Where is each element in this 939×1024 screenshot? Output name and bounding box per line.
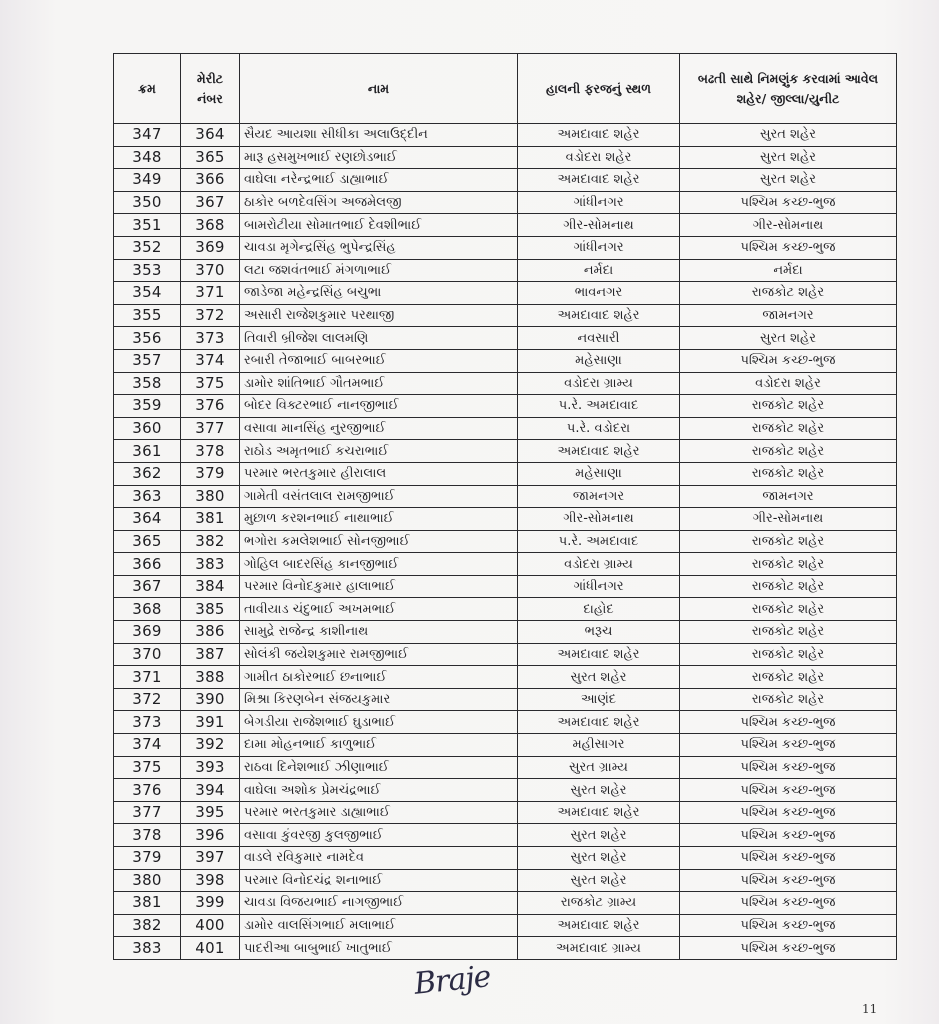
new-posting-cell: વડોદરા શહેર xyxy=(680,372,897,395)
current-posting-cell: વડોદરા ગ્રામ્ય xyxy=(518,372,680,395)
serial-cell: 356 xyxy=(114,327,181,350)
name-cell: મિશ્રા કિરણબેન સંજયકુમાર xyxy=(240,688,518,711)
merit-number-cell: 374 xyxy=(181,349,240,372)
new-posting-cell: ગીર-સોમનાથ xyxy=(680,508,897,531)
new-posting-cell: રાજકોટ શહેર xyxy=(680,643,897,666)
merit-number-cell: 383 xyxy=(181,553,240,576)
table-row xyxy=(114,756,897,779)
header-name: નામ xyxy=(240,54,518,124)
serial-cell: 349 xyxy=(114,169,181,192)
new-posting-cell: સુરત શહેર xyxy=(680,327,897,350)
new-posting-cell: પશ્ચિમ કચ્છ-ભુજ xyxy=(680,801,897,824)
signature: Braje xyxy=(412,959,492,1002)
table-row xyxy=(114,146,897,169)
merit-number-cell: 392 xyxy=(181,734,240,757)
new-posting-cell: પશ્ચિમ કચ્છ-ભુજ xyxy=(680,349,897,372)
name-cell: તિવારી બ્રીજેશ લાલમણિ xyxy=(240,327,518,350)
current-posting-cell: પ.રે. અમદાવાદ xyxy=(518,530,680,553)
current-posting-cell: અમદાવાદ ગ્રામ્ય xyxy=(518,937,680,960)
merit-number-cell: 399 xyxy=(181,892,240,915)
name-cell: ગામીત ઠાકોરભાઈ છનાભાઈ xyxy=(240,666,518,689)
name-cell: ગામેતી વસંતલાલ રામજીભાઈ xyxy=(240,485,518,508)
merit-number-cell: 370 xyxy=(181,259,240,282)
table-row xyxy=(114,440,897,463)
header-merit-number: મેરીટ નંબર xyxy=(181,54,240,124)
merit-number-cell: 387 xyxy=(181,643,240,666)
name-cell: ગોહિલ બાદરસિંહ કાનજીભાઈ xyxy=(240,553,518,576)
table-row xyxy=(114,779,897,802)
table-row xyxy=(114,688,897,711)
table-row xyxy=(114,282,897,305)
name-cell: વાઘેલા અશોક પ્રેમચંદ્રભાઈ xyxy=(240,779,518,802)
name-cell: પાદરીઆ બાબુભાઈ ખાતુભાઈ xyxy=(240,937,518,960)
new-posting-cell: પશ્ચિમ કચ્છ-ભુજ xyxy=(680,734,897,757)
name-cell: દામા મોહનભાઈ કાળુભાઈ xyxy=(240,734,518,757)
table-row xyxy=(114,824,897,847)
merit-number-cell: 395 xyxy=(181,801,240,824)
serial-cell: 368 xyxy=(114,598,181,621)
current-posting-cell: અમદાવાદ શહેર xyxy=(518,711,680,734)
name-cell: લટા જશવંતભાઈ મંગળાભાઈ xyxy=(240,259,518,282)
merit-number-cell: 384 xyxy=(181,575,240,598)
current-posting-cell: પ.રે. અમદાવાદ xyxy=(518,395,680,418)
name-cell: બેગડીયા રાજેશભાઈ ઘુડાભાઈ xyxy=(240,711,518,734)
current-posting-cell: સુરત શહેર xyxy=(518,666,680,689)
table-row xyxy=(114,869,897,892)
current-posting-cell: પ.રે. વડોદરા xyxy=(518,417,680,440)
table-row xyxy=(114,575,897,598)
new-posting-cell: પશ્ચિમ કચ્છ-ભુજ xyxy=(680,847,897,870)
table-row xyxy=(114,847,897,870)
merit-number-cell: 390 xyxy=(181,688,240,711)
serial-cell: 381 xyxy=(114,892,181,915)
table-row xyxy=(114,169,897,192)
name-cell: તાવીયાડ ચંદુભાઈ અખમભાઈ xyxy=(240,598,518,621)
current-posting-cell: મહીસાગર xyxy=(518,734,680,757)
merit-number-cell: 372 xyxy=(181,304,240,327)
current-posting-cell: ગીર-સોમનાથ xyxy=(518,508,680,531)
merit-number-cell: 401 xyxy=(181,937,240,960)
serial-cell: 375 xyxy=(114,756,181,779)
current-posting-cell: ગીર-સોમનાથ xyxy=(518,214,680,237)
name-cell: પરમાર ભરતકુમાર હીરાલાલ xyxy=(240,462,518,485)
name-cell: વસાવા માનસિંહ નુરજીભાઈ xyxy=(240,417,518,440)
new-posting-cell: પશ્ચિમ કચ્છ-ભુજ xyxy=(680,869,897,892)
current-posting-cell: મહેસાણા xyxy=(518,349,680,372)
current-posting-cell: નર્મદા xyxy=(518,259,680,282)
merit-number-cell: 386 xyxy=(181,621,240,644)
name-cell: પરમાર ભરતકુમાર ડાહ્યાભાઈ xyxy=(240,801,518,824)
new-posting-cell: પશ્ચિમ કચ્છ-ભુજ xyxy=(680,779,897,802)
serial-cell: 352 xyxy=(114,236,181,259)
current-posting-cell: ભરૂચ xyxy=(518,621,680,644)
serial-cell: 370 xyxy=(114,643,181,666)
serial-cell: 347 xyxy=(114,124,181,147)
name-cell: રાઠોડ અમૃતભાઈ કચરાભાઈ xyxy=(240,440,518,463)
current-posting-cell: અમદાવાદ શહેર xyxy=(518,643,680,666)
current-posting-cell: વડોદરા શહેર xyxy=(518,146,680,169)
new-posting-cell: સુરત શહેર xyxy=(680,124,897,147)
merit-number-cell: 367 xyxy=(181,191,240,214)
current-posting-cell: નવસારી xyxy=(518,327,680,350)
table-row xyxy=(114,349,897,372)
serial-cell: 361 xyxy=(114,440,181,463)
table-row xyxy=(114,417,897,440)
new-posting-cell: રાજકોટ શહેર xyxy=(680,666,897,689)
promotion-posting-table xyxy=(113,53,897,960)
merit-number-cell: 376 xyxy=(181,395,240,418)
new-posting-cell: પશ્ચિમ કચ્છ-ભુજ xyxy=(680,191,897,214)
serial-cell: 351 xyxy=(114,214,181,237)
new-posting-cell: રાજકોટ શહેર xyxy=(680,575,897,598)
table-row xyxy=(114,937,897,960)
name-cell: બોદર વિક્ટરભાઈ નાનજીભાઈ xyxy=(240,395,518,418)
table-row xyxy=(114,304,897,327)
current-posting-cell: આણંદ xyxy=(518,688,680,711)
new-posting-cell: પશ્ચિમ કચ્છ-ભુજ xyxy=(680,824,897,847)
name-cell: ડામોર શાંતિભાઈ ગૌતમભાઈ xyxy=(240,372,518,395)
table-row xyxy=(114,892,897,915)
table-row xyxy=(114,191,897,214)
table-row xyxy=(114,734,897,757)
new-posting-cell: પશ્ચિમ કચ્છ-ભુજ xyxy=(680,914,897,937)
new-posting-cell: રાજકોટ શહેર xyxy=(680,440,897,463)
new-posting-cell: નર્મદા xyxy=(680,259,897,282)
merit-number-cell: 385 xyxy=(181,598,240,621)
serial-cell: 364 xyxy=(114,508,181,531)
serial-cell: 383 xyxy=(114,937,181,960)
merit-number-cell: 394 xyxy=(181,779,240,802)
current-posting-cell: વડોદરા ગ્રામ્ય xyxy=(518,553,680,576)
page-number: 11 xyxy=(862,1002,878,1016)
current-posting-cell: ભાવનગર xyxy=(518,282,680,305)
table-row xyxy=(114,462,897,485)
serial-cell: 353 xyxy=(114,259,181,282)
serial-cell: 377 xyxy=(114,801,181,824)
table-row xyxy=(114,236,897,259)
new-posting-cell: રાજકોટ શહેર xyxy=(680,621,897,644)
new-posting-cell: રાજકોટ શહેર xyxy=(680,417,897,440)
current-posting-cell: અમદાવાદ શહેર xyxy=(518,304,680,327)
name-cell: ચાવડા મૃગેન્દ્રસિંહ ભુપેન્દ્રસિંહ xyxy=(240,236,518,259)
new-posting-cell: સુરત શહેર xyxy=(680,146,897,169)
table-row xyxy=(114,214,897,237)
name-cell: પરમાર વિનોદકુમાર હાલાભાઈ xyxy=(240,575,518,598)
name-cell: પરમાર વિનોદચંદ્ર શનાભાઈ xyxy=(240,869,518,892)
name-cell: ડામોર વાલસિંગભાઈ મલાભાઈ xyxy=(240,914,518,937)
name-cell: રાઠવા દિનેશભાઈ ઝીણાભાઈ xyxy=(240,756,518,779)
serial-cell: 378 xyxy=(114,824,181,847)
table-row xyxy=(114,598,897,621)
merit-number-cell: 382 xyxy=(181,530,240,553)
serial-cell: 379 xyxy=(114,847,181,870)
new-posting-cell: પશ્ચિમ કચ્છ-ભુજ xyxy=(680,756,897,779)
merit-number-cell: 396 xyxy=(181,824,240,847)
table-row xyxy=(114,666,897,689)
new-posting-cell: રાજકોટ શહેર xyxy=(680,282,897,305)
merit-number-cell: 381 xyxy=(181,508,240,531)
table-row xyxy=(114,914,897,937)
header-new-posting: બઢતી સાથે નિમણુંક કરવામાં આવેલ શહેર/ જીલ્લા/યુનીટ xyxy=(680,54,897,124)
merit-number-cell: 379 xyxy=(181,462,240,485)
new-posting-cell: પશ્ચિમ કચ્છ-ભુજ xyxy=(680,892,897,915)
merit-number-cell: 388 xyxy=(181,666,240,689)
serial-cell: 348 xyxy=(114,146,181,169)
serial-cell: 369 xyxy=(114,621,181,644)
current-posting-cell: રાજકોટ ગ્રામ્ય xyxy=(518,892,680,915)
merit-number-cell: 373 xyxy=(181,327,240,350)
table-row xyxy=(114,621,897,644)
current-posting-cell: ગાંધીનગર xyxy=(518,191,680,214)
serial-cell: 358 xyxy=(114,372,181,395)
merit-number-cell: 364 xyxy=(181,124,240,147)
serial-cell: 380 xyxy=(114,869,181,892)
new-posting-cell: જામનગર xyxy=(680,304,897,327)
merit-number-cell: 366 xyxy=(181,169,240,192)
current-posting-cell: સુરત શહેર xyxy=(518,824,680,847)
current-posting-cell: અમદાવાદ શહેર xyxy=(518,440,680,463)
new-posting-cell: રાજકોટ શહેર xyxy=(680,530,897,553)
table-row xyxy=(114,801,897,824)
new-posting-cell: રાજકોટ શહેર xyxy=(680,598,897,621)
merit-number-cell: 391 xyxy=(181,711,240,734)
serial-cell: 371 xyxy=(114,666,181,689)
name-cell: સામુદ્રે રાજેન્દ્ર કાશીનાથ xyxy=(240,621,518,644)
serial-cell: 362 xyxy=(114,462,181,485)
current-posting-cell: અમદાવાદ શહેર xyxy=(518,169,680,192)
new-posting-cell: પશ્ચિમ કચ્છ-ભુજ xyxy=(680,236,897,259)
current-posting-cell: જામનગર xyxy=(518,485,680,508)
current-posting-cell: દાહોદ xyxy=(518,598,680,621)
merit-number-cell: 397 xyxy=(181,847,240,870)
name-cell: ભગોરા કમલેશભાઈ સોનજીભાઈ xyxy=(240,530,518,553)
header-serial: ક્રમ xyxy=(114,54,181,124)
merit-number-cell: 400 xyxy=(181,914,240,937)
merit-number-cell: 369 xyxy=(181,236,240,259)
new-posting-cell: સુરત શહેર xyxy=(680,169,897,192)
table-row xyxy=(114,643,897,666)
serial-cell: 376 xyxy=(114,779,181,802)
name-cell: સૈયદ આયશા સીધીકા અલાઉદ્દીન xyxy=(240,124,518,147)
merit-number-cell: 380 xyxy=(181,485,240,508)
table-row xyxy=(114,327,897,350)
serial-cell: 354 xyxy=(114,282,181,305)
serial-cell: 359 xyxy=(114,395,181,418)
merit-number-cell: 368 xyxy=(181,214,240,237)
serial-cell: 366 xyxy=(114,553,181,576)
merit-number-cell: 375 xyxy=(181,372,240,395)
current-posting-cell: અમદાવાદ શહેર xyxy=(518,914,680,937)
serial-cell: 360 xyxy=(114,417,181,440)
serial-cell: 363 xyxy=(114,485,181,508)
table-row xyxy=(114,372,897,395)
serial-cell: 373 xyxy=(114,711,181,734)
table-header-row xyxy=(114,54,897,124)
name-cell: બામરોટીયા સોમાતભાઈ દેવશીભાઈ xyxy=(240,214,518,237)
current-posting-cell: સુરત ગ્રામ્ય xyxy=(518,756,680,779)
table-row xyxy=(114,485,897,508)
new-posting-cell: રાજકોટ શહેર xyxy=(680,688,897,711)
name-cell: જાડેજા મહેન્દ્રસિંહ બચુભા xyxy=(240,282,518,305)
table-row xyxy=(114,124,897,147)
name-cell: વાડલે રવિકુમાર નામદેવ xyxy=(240,847,518,870)
serial-cell: 350 xyxy=(114,191,181,214)
new-posting-cell: જામનગર xyxy=(680,485,897,508)
table-row xyxy=(114,395,897,418)
merit-number-cell: 377 xyxy=(181,417,240,440)
name-cell: વસાવા કુંવરજી કુલજીભાઈ xyxy=(240,824,518,847)
merit-number-cell: 371 xyxy=(181,282,240,305)
current-posting-cell: સુરત શહેર xyxy=(518,779,680,802)
name-cell: મારૂ હસમુખભાઈ રણછોડભાઈ xyxy=(240,146,518,169)
name-cell: મુછાળ કરશનભાઈ નાથાભાઈ xyxy=(240,508,518,531)
name-cell: ઠાકોર બળદેવસિંગ અજમેલજી xyxy=(240,191,518,214)
merit-number-cell: 393 xyxy=(181,756,240,779)
current-posting-cell: મહેસાણા xyxy=(518,462,680,485)
merit-number-cell: 398 xyxy=(181,869,240,892)
table-row xyxy=(114,508,897,531)
table-row xyxy=(114,553,897,576)
name-cell: ચાવડા વિજયભાઈ નાગજીભાઈ xyxy=(240,892,518,915)
serial-cell: 374 xyxy=(114,734,181,757)
name-cell: સોલંકી જયેશકુમાર રામજીભાઈ xyxy=(240,643,518,666)
table-row xyxy=(114,711,897,734)
serial-cell: 367 xyxy=(114,575,181,598)
current-posting-cell: સુરત શહેર xyxy=(518,869,680,892)
current-posting-cell: અમદાવાદ શહેર xyxy=(518,124,680,147)
header-current-posting: હાલની ફરજનું સ્થળ xyxy=(518,54,680,124)
current-posting-cell: અમદાવાદ શહેર xyxy=(518,801,680,824)
new-posting-cell: રાજકોટ શહેર xyxy=(680,462,897,485)
table-body xyxy=(114,124,897,960)
serial-cell: 365 xyxy=(114,530,181,553)
merit-number-cell: 365 xyxy=(181,146,240,169)
new-posting-cell: રાજકોટ શહેર xyxy=(680,395,897,418)
serial-cell: 372 xyxy=(114,688,181,711)
new-posting-cell: પશ્ચિમ કચ્છ-ભુજ xyxy=(680,937,897,960)
current-posting-cell: સુરત શહેર xyxy=(518,847,680,870)
serial-cell: 355 xyxy=(114,304,181,327)
current-posting-cell: ગાંધીનગર xyxy=(518,236,680,259)
serial-cell: 357 xyxy=(114,349,181,372)
name-cell: અસારી રાજેશકુમાર પરથાજી xyxy=(240,304,518,327)
table-row xyxy=(114,259,897,282)
merit-number-cell: 378 xyxy=(181,440,240,463)
new-posting-cell: રાજકોટ શહેર xyxy=(680,553,897,576)
table-row xyxy=(114,530,897,553)
new-posting-cell: પશ્ચિમ કચ્છ-ભુજ xyxy=(680,711,897,734)
current-posting-cell: ગાંધીનગર xyxy=(518,575,680,598)
name-cell: વાઘેલા નરેન્દ્રભાઈ ડાહ્યાભાઈ xyxy=(240,169,518,192)
serial-cell: 382 xyxy=(114,914,181,937)
new-posting-cell: ગીર-સોમનાથ xyxy=(680,214,897,237)
name-cell: રબારી તેજાભાઈ બાબરભાઈ xyxy=(240,349,518,372)
